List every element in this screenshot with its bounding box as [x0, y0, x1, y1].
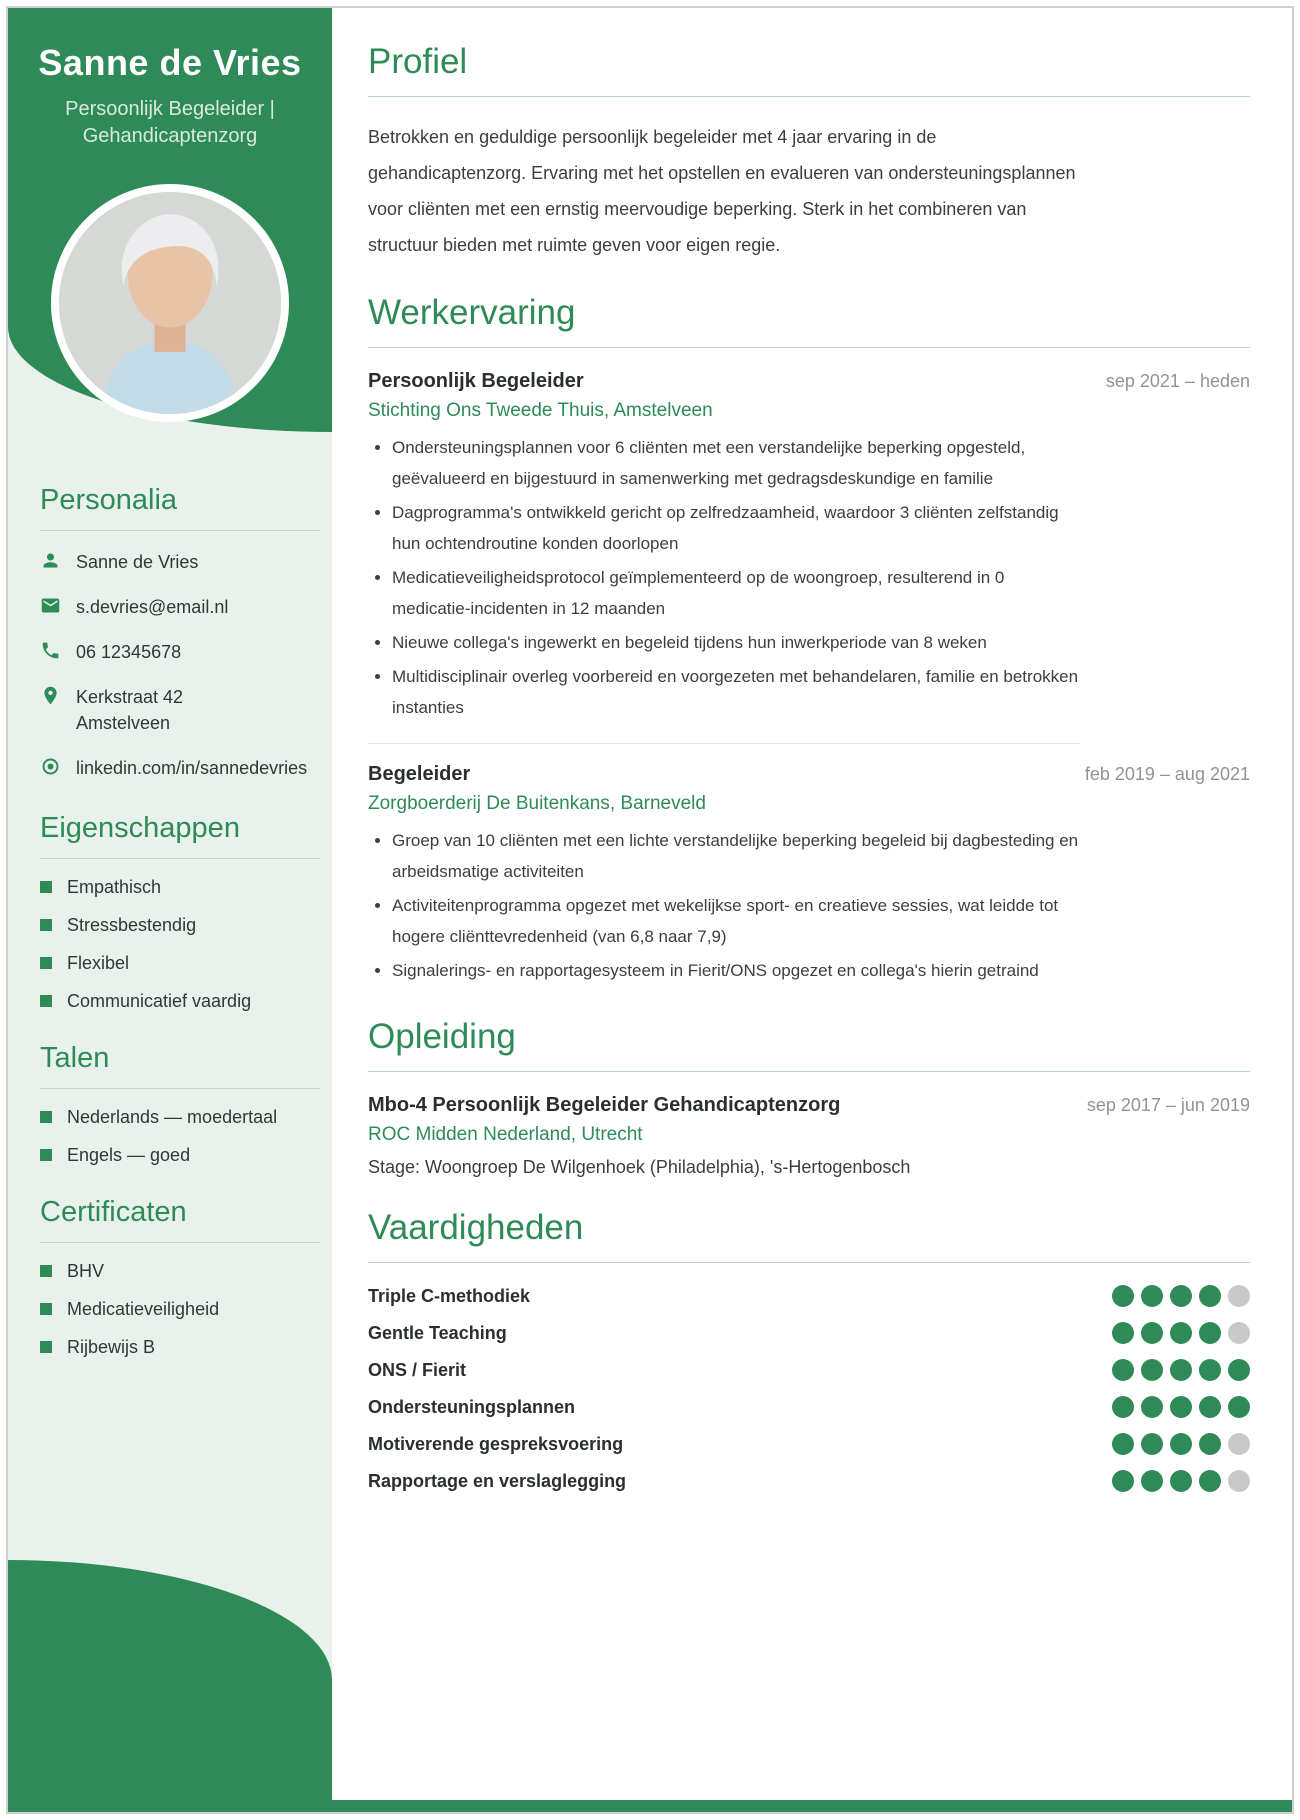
person-jobtitle: Persoonlijk Begeleider | Gehandicaptenzorg — [65, 98, 275, 147]
education-header — [368, 1094, 1250, 1117]
education-school: ROC Midden Nederland, Utrecht — [368, 1124, 643, 1146]
eigenschappen-list — [40, 877, 320, 1012]
job-bullet: • Nieuwe collega's ingewerkt en begeleid tijdens hun inwerkperiode van 8 weken — [392, 628, 1080, 659]
portrait-illustration — [59, 192, 281, 414]
skill-dot-filled — [1141, 1433, 1163, 1455]
skill-level-dots — [1112, 1359, 1250, 1381]
contact-address-row — [40, 684, 320, 736]
list-item-label: Engels — goed — [67, 1144, 191, 1165]
list-item — [40, 1261, 320, 1282]
list-item — [40, 1145, 320, 1166]
job-bullet-list — [368, 433, 1080, 723]
sidebar-bottom-curve — [8, 1560, 332, 1812]
skill-dot-filled — [1112, 1322, 1134, 1344]
sidebar-body — [8, 484, 332, 1358]
skill-dot-filled — [1112, 1359, 1134, 1381]
contact-phone: 06 12345678 — [76, 642, 182, 663]
section-vaardigheden — [368, 1208, 1250, 1492]
target-icon — [40, 756, 61, 777]
skill-dot-filled — [1228, 1396, 1250, 1418]
skill-label: Triple C-methodiek — [368, 1285, 531, 1306]
job-entry — [368, 763, 1250, 987]
section-title: Eigenschappen — [40, 812, 320, 859]
skill-label: Rapportage en verslaglegging — [368, 1470, 627, 1491]
skill-row — [368, 1322, 1250, 1344]
job-bullet: • Multidisciplinair overleg voorbereid en voorgezeten met behandelaren, familie en betrokken instanties — [392, 662, 1080, 724]
section-heading: Werkervaring — [368, 293, 1250, 348]
skill-dot-filled — [1228, 1359, 1250, 1381]
cv-document — [6, 6, 1294, 1814]
contact-email: s.devries@email.nl — [76, 597, 229, 618]
job-bullet: • Medicatieveiligheidsprotocol geïmplementeerd op de woongroep, resulterend in 0 medicatie-incidenten in 12 maanden — [392, 563, 1080, 625]
square-bullet-icon — [40, 1341, 52, 1353]
skill-dot-filled — [1170, 1359, 1192, 1381]
sidebar — [8, 8, 332, 1812]
address-line2: Amstelveen — [76, 713, 171, 734]
square-bullet-icon — [40, 1149, 52, 1161]
job-title: Begeleider — [368, 763, 471, 786]
job-bullet: • Dagprogramma's ontwikkeld gericht op zelfredzaamheid, waardoor 3 cliënten zelfstandig hun ochtendroutine konden doorlopen — [392, 498, 1080, 560]
section-heading: Vaardigheden — [368, 1208, 1250, 1263]
skill-dot-filled — [1199, 1433, 1221, 1455]
square-bullet-icon — [40, 1265, 52, 1277]
skill-dot-filled — [1199, 1359, 1221, 1381]
skill-label: Ondersteuningsplannen — [368, 1396, 576, 1417]
skill-dot-filled — [1199, 1285, 1221, 1307]
square-bullet-icon — [40, 1303, 52, 1315]
skill-dot-filled — [1112, 1396, 1134, 1418]
skill-dot-empty — [1228, 1433, 1250, 1455]
profile-summary: Betrokken en geduldige persoonlijk begeleider met 4 jaar ervaring in de gehandicaptenzorg. Ervaring met het opstellen en evalueren van ondersteuningsplannen voor cliënten met een ernstig meervoudige beperking. Sterk in het combineren van structuur bieden met ruimte geven voor eigen regie. — [368, 127, 1076, 255]
square-bullet-icon — [40, 957, 52, 969]
education-internship: Stage: Woongroep De Wilgenhoek (Philadelphia), 's-Hertogenbosch — [368, 1157, 911, 1178]
job-divider — [368, 743, 1080, 744]
section-profiel — [368, 42, 1250, 263]
skill-dot-filled — [1112, 1470, 1134, 1492]
section-heading: Opleiding — [368, 1017, 1250, 1072]
phone-icon — [40, 640, 61, 661]
mail-icon — [40, 595, 61, 616]
skill-row — [368, 1433, 1250, 1455]
job-bullet-list — [368, 826, 1080, 987]
skill-row — [368, 1470, 1250, 1492]
education-degree: Mbo-4 Persoonlijk Begeleider Gehandicaptenzorg — [368, 1094, 841, 1117]
skill-level-dots — [1112, 1396, 1250, 1418]
section-eigenschappen — [40, 812, 320, 1012]
section-opleiding — [368, 1017, 1250, 1178]
job-company: Stichting Ons Tweede Thuis, Amstelveen — [368, 400, 713, 421]
list-item-label: Flexibel — [67, 952, 130, 973]
education-period: sep 2017 – jun 2019 — [1086, 1095, 1250, 1116]
sidebar-header — [8, 8, 332, 422]
person-icon — [40, 550, 61, 571]
section-title: Certificaten — [40, 1196, 320, 1243]
section-talen — [40, 1042, 320, 1166]
section-werkervaring — [368, 293, 1250, 987]
list-item — [40, 991, 320, 1012]
job-bullet: • Signalerings- en rapportagesysteem in Fierit/ONS opgezet en collega's hierin getraind — [392, 956, 1080, 987]
address-line1: Kerkstraat 42 — [76, 687, 184, 708]
job-entry — [368, 370, 1250, 723]
job-header — [368, 763, 1250, 786]
contact-linkedin: linkedin.com/in/sannedevries — [76, 758, 308, 779]
skill-dot-filled — [1170, 1396, 1192, 1418]
job-bullet: • Groep van 10 cliënten met een lichte verstandelijke beperking begeleid bij dagbesteding en arbeidsmatige activiteiten — [392, 826, 1080, 888]
contact-address — [76, 684, 183, 736]
skill-dot-empty — [1228, 1470, 1250, 1492]
skill-dot-filled — [1170, 1470, 1192, 1492]
contact-name-row — [40, 549, 320, 575]
main-content — [332, 8, 1292, 1812]
square-bullet-icon — [40, 1111, 52, 1123]
skill-dot-empty — [1228, 1285, 1250, 1307]
skill-dot-filled — [1112, 1433, 1134, 1455]
square-bullet-icon — [40, 919, 52, 931]
section-personalia — [40, 484, 320, 782]
skill-dot-filled — [1170, 1433, 1192, 1455]
section-title: Talen — [40, 1042, 320, 1089]
location-icon — [40, 685, 61, 706]
skill-level-dots — [1112, 1322, 1250, 1344]
person-name: Sanne de Vries — [38, 42, 302, 83]
list-item-label: Stressbestendig — [67, 914, 197, 935]
section-certificaten — [40, 1196, 320, 1358]
list-item-label: Rijbewijs B — [67, 1336, 156, 1357]
list-item — [40, 1299, 320, 1320]
section-title: Personalia — [40, 484, 320, 531]
square-bullet-icon — [40, 881, 52, 893]
skill-dot-filled — [1141, 1396, 1163, 1418]
skill-dot-filled — [1199, 1396, 1221, 1418]
skill-label: Gentle Teaching — [368, 1322, 507, 1343]
job-header — [368, 370, 1250, 393]
skill-dot-filled — [1199, 1322, 1221, 1344]
skill-level-dots — [1112, 1285, 1250, 1307]
list-item — [40, 915, 320, 936]
contact-name: Sanne de Vries — [76, 552, 199, 572]
skill-dot-filled — [1170, 1285, 1192, 1307]
skill-dot-filled — [1141, 1322, 1163, 1344]
certificaten-list — [40, 1261, 320, 1358]
skill-dot-filled — [1141, 1359, 1163, 1381]
contact-email-row — [40, 594, 320, 620]
list-item-label: Medicatieveiligheid — [67, 1298, 220, 1319]
list-item — [40, 877, 320, 898]
job-bullet: • Ondersteuningsplannen voor 6 cliënten met een verstandelijke beperking opgesteld, geëvalueerd en bijgestuurd in samenwerking met gedragsdeskundige en familie — [392, 433, 1080, 495]
list-item — [40, 1107, 320, 1128]
list-item-label: Communicatief vaardig — [67, 990, 252, 1011]
job-period: feb 2019 – aug 2021 — [1084, 764, 1250, 785]
contact-linkedin-row — [40, 755, 320, 781]
list-item — [40, 1337, 320, 1358]
skill-row — [368, 1359, 1250, 1381]
skill-dot-filled — [1112, 1285, 1134, 1307]
job-title: Persoonlijk Begeleider — [368, 370, 584, 392]
section-heading: Profiel — [368, 42, 1250, 97]
talen-list — [40, 1107, 320, 1166]
skill-level-dots — [1112, 1433, 1250, 1455]
skill-dot-filled — [1170, 1322, 1192, 1344]
contact-phone-row — [40, 639, 320, 665]
square-bullet-icon — [40, 995, 52, 1007]
job-company: Zorgboerderij De Buitenkans, Barneveld — [368, 793, 706, 815]
list-item-label: Nederlands — moedertaal — [67, 1106, 278, 1127]
list-item — [40, 953, 320, 974]
skill-dot-filled — [1141, 1285, 1163, 1307]
skill-dot-filled — [1199, 1470, 1221, 1492]
skill-level-dots — [1112, 1470, 1250, 1492]
list-item-label: Empathisch — [67, 876, 162, 897]
job-bullet: • Activiteitenprogramma opgezet met wekelijkse sport- en creatieve sessies, wat leidde tot hogere cliënttevredenheid (van 6,8 naar 7,9) — [392, 891, 1080, 953]
skill-label: Motiverende gespreksvoering — [368, 1433, 624, 1454]
skill-label: ONS / Fierit — [368, 1359, 467, 1380]
skill-row — [368, 1396, 1250, 1418]
skill-row — [368, 1285, 1250, 1307]
list-item-label: BHV — [67, 1260, 105, 1281]
profile-photo — [51, 184, 289, 422]
skill-dot-filled — [1141, 1470, 1163, 1492]
skill-dot-empty — [1228, 1322, 1250, 1344]
job-period: sep 2021 – heden — [1105, 371, 1250, 391]
